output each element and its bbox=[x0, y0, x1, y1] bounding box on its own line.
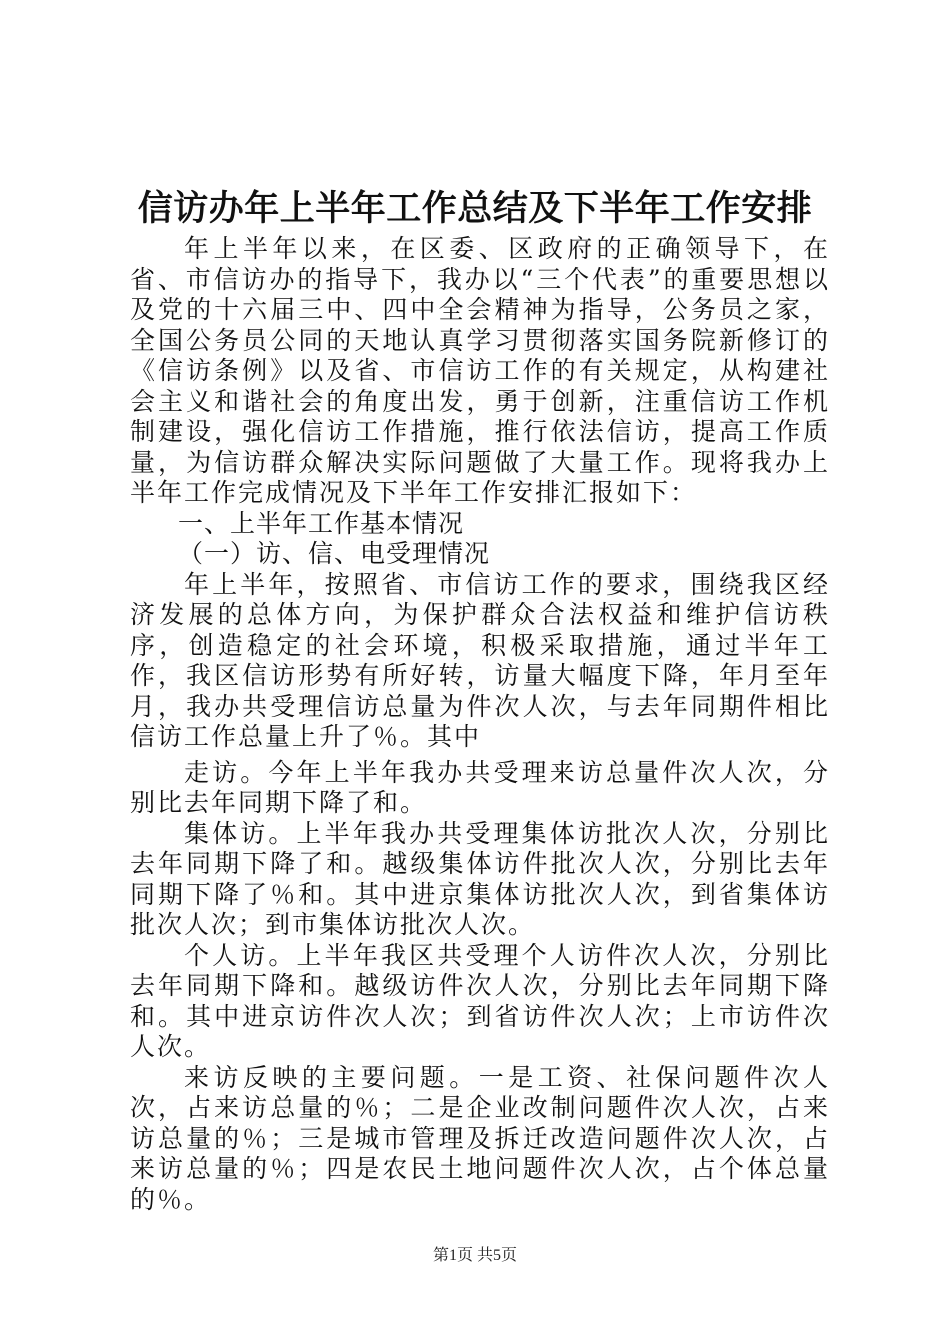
paragraph-reception-overview: 年上半年，按照省、市信访工作的要求，围绕我区经济发展的总体方向，为保护群众合法权益和维护信访秩序，创造稳定的社会环境，积极采取措施，通过半年工作，我区信访形势有所好转，访量大幅度下降，年月至年月，我办共受理信访总量为件次人次，与去年同期件相比信访工作总量上升了％。其中 bbox=[130, 569, 830, 751]
paragraph-individual-visits: 个人访。上半年我区共受理个人访件次人次，分别比去年同期下降和。越级访件次人次，分别比去年同期下降和。其中进京访件次人次；到省访件次人次；上市访件次人次。 bbox=[130, 940, 830, 1061]
section-heading-1: 一、上半年工作基本情况 bbox=[178, 508, 465, 538]
subsection-heading-1: （一）访、信、电受理情况 bbox=[178, 539, 491, 568]
paragraph-visits: 走访。今年上半年我办共受理来访总量件次人次，分别比去年同期下降了和。 bbox=[130, 757, 830, 817]
page-footer: 第1页 共5页 bbox=[432, 1247, 517, 1264]
document-title: 信访办年上半年工作总结及下半年工作安排 bbox=[137, 188, 813, 229]
paragraph-collective-visits: 集体访。上半年我办共受理集体访批次人次，分别比去年同期下降了和。越级集体访件批次人次，分别比去年同期下降了％和。其中进京集体访批次人次，到省集体访批次人次；到市集体访批次人次。 bbox=[130, 818, 830, 939]
intro-paragraph: 年上半年以来，在区委、区政府的正确领导下，在省、市信访办的指导下，我办以“三个代表”的重要思想以及党的十六届三中、四中全会精神为指导，公务员之家，全国公务员公同的天地认真学习贯彻落实国务院新修订的《信访条例》以及省、市信访工作的有关规定，从构建社会主义和谐社会的角度出发，勇于创新，注重信访工作机制建设，强化信访工作措施，推行依法信访，提高工作质量，为信访群众解决实际问题做了大量工作。现将我办上半年工作完成情况及下半年工作安排汇报如下： bbox=[130, 234, 830, 507]
paragraph-main-issues: 来访反映的主要问题。一是工资、社保问题件次人次，占来访总量的％；二是企业改制问题件次人次，占来访总量的％；三是城市管理及拆迁改造问题件次人次，占来访总量的％；四是农民土地问题件次人次，占个体总量的％。 bbox=[130, 1062, 830, 1214]
document-body bbox=[130, 234, 830, 1215]
